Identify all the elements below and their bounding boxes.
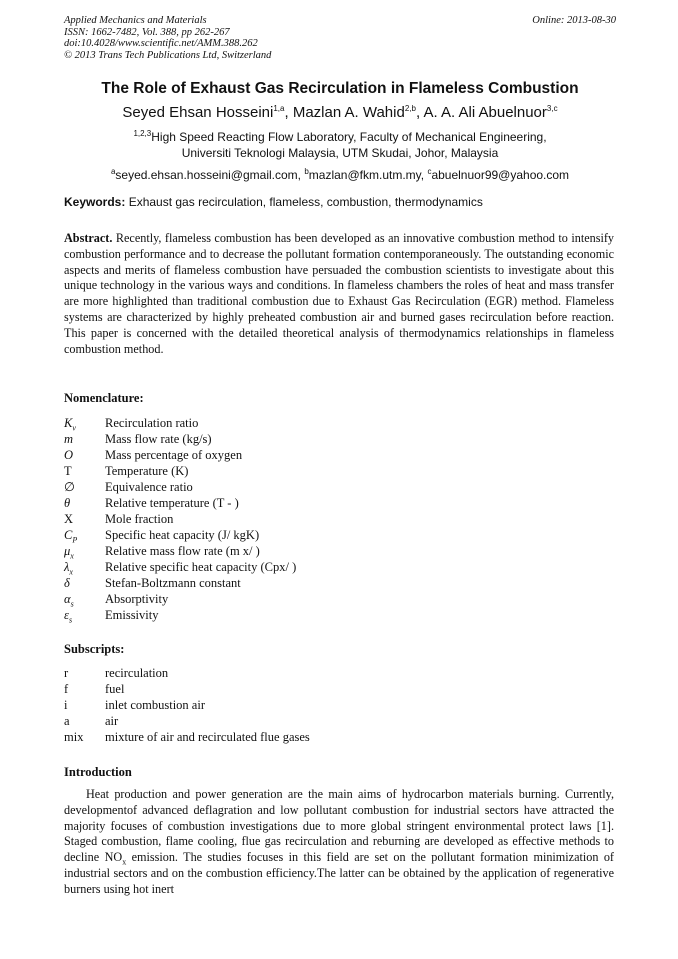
author-affil-mark: 2,b: [404, 104, 416, 113]
abstract: [64, 231, 614, 357]
affiliation-line-1: High Speed Reacting Flow Laboratory, Faculty of Mechanical Engineering,: [151, 130, 547, 144]
abstract-label: Abstract.: [64, 231, 113, 245]
nomenclature-subscript: P: [72, 535, 78, 545]
online-date: Online: 2013-08-30: [532, 15, 616, 26]
nomenclature-subscript: v: [72, 423, 76, 433]
author-affil-mark: 1,a: [273, 104, 285, 113]
nomenclature-row: [64, 479, 624, 495]
affiliation: [64, 130, 616, 161]
nomenclature-symbol: μ: [64, 544, 71, 558]
journal-name: Applied Mechanics and Materials: [64, 15, 207, 26]
nomenclature-row: [64, 447, 624, 463]
nomenclature-heading: Nomenclature:: [64, 391, 144, 405]
introduction-text: Heat production and power generation are the main aims of hydrocarbon materials burning. Currently, developmentof advanced deflagration and low pollutant combustion for industrial sectors have attracted the majority focuses of combustion investigations due to more global stringent environmental protect laws [1]. Staged combustion, flame cooling, flue gas recirculation and reburning are developed as effective methods to decline NO: [64, 787, 614, 865]
nomenclature-row: [64, 463, 624, 479]
keywords: [64, 195, 616, 209]
nomenclature-description: Stefan-Boltzmann constant: [105, 576, 241, 590]
subscripts-heading: Subscripts:: [64, 642, 125, 656]
keywords-text: Exhaust gas recirculation, flameless, combustion, thermodynamics: [125, 195, 483, 209]
author-list: [64, 104, 616, 121]
abstract-text: Recently, flameless combustion has been developed as an innovative combustion method to intensify combustion performance and to decrease the pollutant formation contemporaneously. The outstanding economic aspects and merits of flameless combustion have persuaded the combustion scientists to investigate about this unique technology in the various ways and conditions. In flameless chambers the roles of heat and mass transfer are more highlighted than traditional combustion due to Exhaust Gas Recirculation (EGR) method. Flameless systems are characterized by highly preheated combustion air and burned gases recirculation before reaction. This paper is concerned with the detailed theoretical analysis of thermodynamics relationships in flameless combustion method.: [64, 231, 614, 356]
nomenclature-symbol: λ: [64, 560, 70, 574]
subscript-symbol: mix: [64, 730, 84, 744]
nox-subscript: x: [122, 857, 127, 867]
subscript-description: air: [105, 714, 119, 728]
nomenclature-symbol: O: [64, 448, 74, 462]
subscript-row: [64, 729, 624, 745]
subscript-row: [64, 713, 624, 729]
subscript-symbol: r: [64, 666, 69, 680]
email-address[interactable]: seyed.ehsan.hosseini@gmail.com,: [115, 168, 305, 182]
nomenclature-description: Mass flow rate (kg/s): [105, 432, 212, 446]
email-address[interactable]: mazlan@fkm.utm.my,: [308, 168, 428, 182]
nomenclature-description: Equivalence ratio: [105, 480, 193, 494]
nomenclature-description: Specific heat capacity (J/ kgK): [105, 528, 260, 542]
nomenclature-row: [64, 543, 624, 559]
introduction-text-continued: emission. The studies focuses in this field are set on the pollutant formation minimization of industrial sectors and on the combustion efficiency.The latter can be obtained by the application of regenerative burners using hot inert: [64, 850, 614, 896]
paper-title: The Role of Exhaust Gas Recirculation in Flameless Combustion: [101, 80, 579, 97]
author-separator: ,: [284, 104, 293, 121]
nomenclature-symbol: ε: [64, 608, 69, 622]
nomenclature-description: Emissivity: [105, 608, 159, 622]
nomenclature-subscript: x: [70, 551, 74, 561]
author-affil-mark: 3,c: [546, 104, 558, 113]
copyright-line: © 2013 Trans Tech Publications Ltd, Switzerland: [64, 49, 272, 61]
email-address[interactable]: abuelnuor99@yahoo.com: [431, 168, 570, 182]
email-mark: c: [427, 167, 432, 176]
subscript-row: [64, 665, 624, 681]
nomenclature-description: Absorptivity: [105, 592, 169, 606]
nomenclature-list: [64, 415, 624, 623]
nomenclature-subscript: s: [70, 599, 74, 609]
subscripts-list: [64, 665, 624, 745]
author-name: A. A. Ali Abuelnuor: [423, 104, 547, 121]
nomenclature-row: [64, 591, 624, 607]
nomenclature-symbol: θ: [64, 496, 71, 510]
keywords-label: Keywords:: [64, 195, 126, 209]
journal-header: [64, 15, 616, 61]
subscript-row: [64, 697, 624, 713]
subscript-description: mixture of air and recirculated flue gases: [105, 730, 310, 744]
email-mark: a: [110, 167, 116, 176]
nomenclature-description: Recirculation ratio: [105, 416, 199, 430]
subscript-symbol: f: [64, 682, 69, 696]
author-name: Mazlan A. Wahid: [292, 104, 405, 121]
nomenclature-subscript: s: [68, 615, 73, 625]
nomenclature-row: [64, 495, 624, 511]
nomenclature-row: [64, 607, 624, 623]
nomenclature-subscript: x: [69, 567, 73, 577]
nomenclature-description: Relative mass flow rate (m x/ ): [105, 544, 260, 558]
subscript-row: [64, 681, 624, 697]
nomenclature-symbol: ∅: [64, 480, 75, 494]
introduction-heading: Introduction: [64, 765, 132, 779]
nomenclature-description: Relative specific heat capacity (Cpx/ ): [105, 560, 297, 574]
email-list: [64, 168, 616, 182]
subscript-description: recirculation: [105, 666, 169, 680]
nomenclature-symbol: T: [64, 464, 72, 478]
nomenclature-symbol: C: [64, 528, 73, 542]
subscript-symbol: i: [64, 698, 68, 712]
affiliation-line-2: Universiti Teknologi Malaysia, UTM Skudai, Johor, Malaysia: [181, 145, 499, 160]
introduction-body: [64, 787, 614, 898]
subscript-description: inlet combustion air: [105, 698, 205, 712]
subscript-symbol: a: [64, 714, 70, 728]
nomenclature-row: [64, 575, 624, 591]
nomenclature-row: [64, 527, 624, 543]
nomenclature-row: [64, 559, 624, 575]
nomenclature-description: Temperature (K): [105, 464, 189, 478]
subscript-description: fuel: [105, 682, 125, 696]
nomenclature-symbol: α: [64, 592, 71, 606]
affiliation-mark: 1,2,3: [133, 129, 152, 138]
nomenclature-description: Mass percentage of oxygen: [105, 448, 243, 462]
issn-line: ISSN: 1662-7482, Vol. 388, pp 262-267: [64, 26, 230, 38]
author-separator: ,: [415, 104, 424, 121]
doi-line[interactable]: doi:10.4028/www.scientific.net/AMM.388.262: [64, 38, 258, 49]
nomenclature-description: Mole fraction: [105, 512, 174, 526]
nomenclature-symbol: m: [64, 432, 74, 446]
nomenclature-row: [64, 415, 624, 431]
nomenclature-symbol: K: [64, 416, 73, 430]
nomenclature-symbol: δ: [64, 576, 70, 590]
author-name: Seyed Ehsan Hosseini: [122, 104, 274, 121]
email-mark: b: [304, 167, 309, 176]
nomenclature-row: [64, 511, 624, 527]
nomenclature-symbol: X: [64, 512, 74, 526]
nomenclature-description: Relative temperature (T - ): [105, 496, 239, 510]
nomenclature-row: [64, 431, 624, 447]
